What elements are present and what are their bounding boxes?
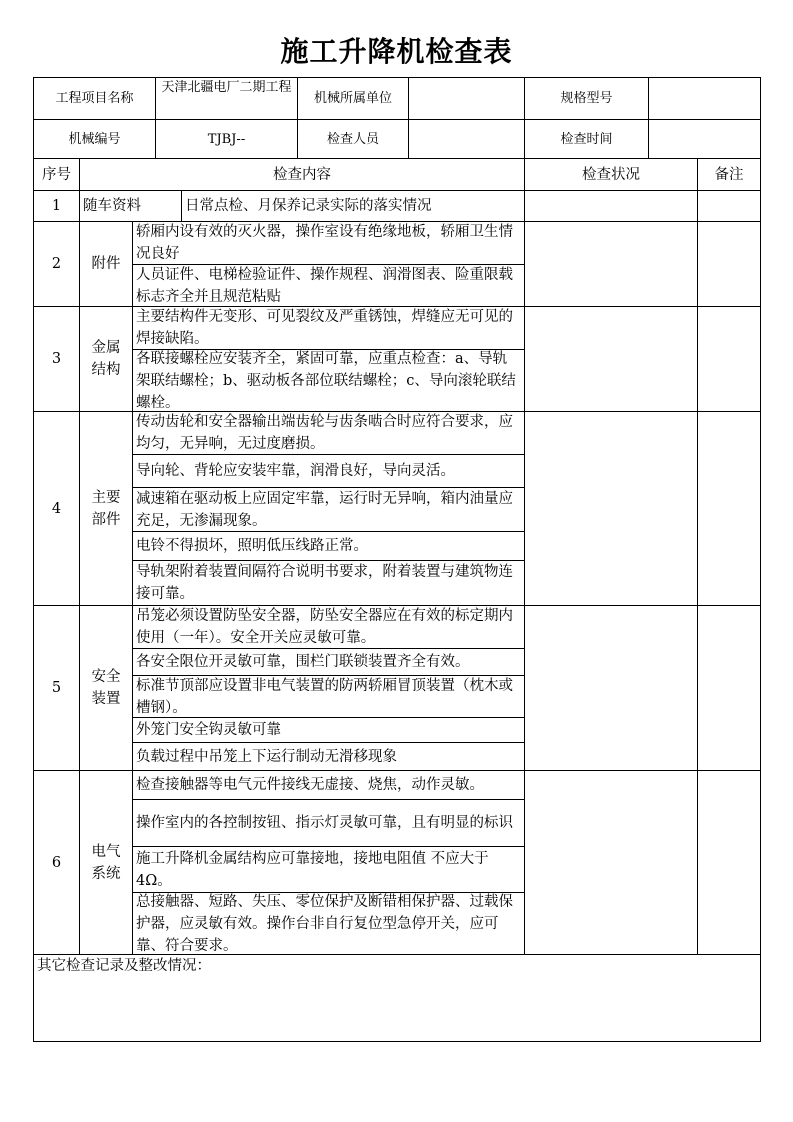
check-item (132, 892, 525, 955)
section-category-text: 主要部件 (91, 489, 121, 528)
owner-unit-label-text: 机械所属单位 (313, 91, 392, 106)
check-item-text: 电铃不得损坏，照明低压线路正常。 (136, 538, 368, 554)
check-item (132, 717, 525, 743)
check-item-text: 检查接触器等电气元件接线无虚接、烧焦，动作灵敏。 (136, 777, 484, 793)
section-no-text: 5 (51, 680, 62, 696)
section-no (33, 605, 80, 771)
other-records-area-text: 其它检查记录及整改情况： (37, 958, 211, 974)
inspector-value[interactable] (408, 119, 525, 159)
inspection-time-value[interactable] (648, 119, 761, 159)
status-cell[interactable] (524, 605, 698, 771)
header-remark (697, 158, 761, 191)
section-no-text: 4 (51, 500, 62, 517)
check-item (132, 306, 525, 350)
check-item (132, 675, 525, 718)
remark-cell[interactable] (697, 411, 761, 606)
header-content-text: 检查内容 (273, 166, 331, 183)
check-item (132, 411, 525, 455)
check-item-text: 导轨架附着装置间隔符合说明书要求，附着装置与建筑物连接可靠。 (136, 564, 513, 602)
check-item (132, 799, 525, 847)
section-category-text: 电气系统 (91, 843, 121, 882)
check-item (132, 770, 525, 800)
check-item-text: 导向轮、背轮应安装牢靠，润滑良好，导向灵活。 (136, 463, 455, 479)
section-no-text: 2 (51, 256, 62, 272)
section-no (33, 411, 80, 606)
check-item-text: 减速箱在驱动板上应固定牢靠，运行时无异响，箱内油量应充足，无渗漏现象。 (136, 490, 513, 529)
header-no-text: 序号 (42, 166, 71, 183)
project-name-value[interactable] (155, 77, 298, 120)
check-item-text: 人员证件、电梯检验证件、操作规程、润滑图表、险重限载标志齐全并且规范粘贴 (136, 266, 513, 305)
remark-cell[interactable] (697, 190, 761, 222)
check-item-text: 吊笼必须设置防坠安全器，防坠安全器应在有效的标定期内使用（一年）。安全开关应灵敏可靠。 (136, 608, 513, 646)
status-cell[interactable] (524, 221, 698, 307)
section-no-text: 3 (51, 351, 62, 367)
section-category (79, 306, 133, 412)
section-category (79, 770, 133, 955)
inspection-time-label-text: 检查时间 (560, 131, 613, 147)
header-content (79, 158, 525, 191)
remark-cell[interactable] (697, 605, 761, 771)
check-item-text: 各安全限位开灵敏可靠，围栏门联锁装置齐全有效。 (136, 654, 470, 670)
owner-unit-value[interactable] (408, 77, 525, 120)
section-no-text: 6 (51, 854, 62, 871)
check-item (132, 742, 525, 771)
section-no (33, 190, 80, 222)
check-item-text: 外笼门安全钩灵敏可靠 (136, 722, 281, 738)
remark-cell[interactable] (697, 770, 761, 955)
status-cell[interactable] (524, 411, 698, 606)
check-item-text: 操作室内的各控制按钮、指示灯灵敏可靠，且有明显的标识 (136, 815, 513, 831)
section-no-text: 1 (51, 198, 62, 214)
remark-cell[interactable] (697, 221, 761, 307)
check-item-text: 负载过程中吊笼上下运行制动无滑移现象 (136, 748, 397, 765)
check-item (132, 487, 525, 532)
model-value[interactable] (648, 77, 761, 120)
owner-unit-label (297, 77, 409, 120)
check-item (132, 605, 525, 649)
section-category (79, 605, 133, 771)
check-item-text: 轿厢内设有效的灭火器，操作室设有绝缘地板，轿厢卫生情况良好 (136, 224, 513, 262)
remark-cell[interactable] (697, 306, 761, 412)
model-label-text: 规格型号 (560, 91, 613, 106)
check-item-text: 施工升降机金属结构应可靠接地，接地电阻值 不应大于4Ω。 (136, 850, 489, 889)
header-status (524, 158, 698, 191)
section-category-text: 随车资料 (83, 198, 141, 214)
header-status-text: 检查状况 (582, 166, 640, 183)
status-cell[interactable] (524, 770, 698, 955)
other-records-area[interactable] (33, 954, 761, 1042)
status-cell[interactable] (524, 190, 698, 222)
project-name-value-text: 天津北疆电厂二期工程 (161, 80, 292, 95)
check-item (132, 221, 525, 265)
check-item-text: 总接触器、短路、失压、零位保护及断错相保护器、过载保护器，应灵敏有效。操作台非自行复位型急停开关，应可靠、符合要求。 (136, 893, 513, 954)
project-name-label (33, 77, 156, 120)
check-item (132, 264, 525, 307)
section-category-text: 金属结构 (91, 340, 121, 378)
section-no (33, 770, 80, 955)
check-item-text: 标准节顶部应设置非电气装置的防两轿厢冒顶装置（枕木或槽钢）。 (136, 677, 513, 716)
check-item (132, 648, 525, 676)
machine-no-label-text: 机械编号 (68, 131, 121, 147)
machine-no-value-text: TJBJ-- (207, 131, 246, 147)
section-category (79, 411, 133, 606)
section-no (33, 221, 80, 307)
machine-no-value[interactable] (155, 119, 298, 159)
check-item-text: 传动齿轮和安全器输出端齿轮与齿条啮合时应符合要求，应均匀，无异响，无过度磨损。 (136, 414, 513, 452)
check-item (132, 349, 525, 412)
section-category-text: 安全装置 (91, 669, 121, 707)
check-item-text: 日常点检、月保养记录实际的落实情况 (185, 198, 432, 214)
check-item-text: 主要结构件无变形、可见裂纹及严重锈蚀，焊缝应无可见的焊接缺陷。 (136, 309, 513, 347)
machine-no-label (33, 119, 156, 159)
page-title: 施工升降机检查表 (280, 35, 513, 68)
check-item-text: 各联接螺栓应安装齐全，紧固可靠，应重点检查：a、导轨架联结螺栓；b、驱动板各部位联结螺栓；c、导向滚轮联结螺栓。 (136, 350, 516, 411)
check-item (132, 560, 525, 606)
check-item (181, 190, 525, 222)
section-category (79, 190, 182, 222)
inspector-label (297, 119, 409, 159)
check-item (132, 846, 525, 893)
model-label (524, 77, 649, 120)
section-category-text: 附件 (91, 256, 121, 272)
section-no (33, 306, 80, 412)
inspector-label-text: 检查人员 (326, 131, 379, 147)
header-remark-text: 备注 (714, 166, 744, 183)
header-no (33, 158, 80, 191)
section-category (79, 221, 133, 307)
project-name-label-text: 工程项目名称 (55, 91, 134, 106)
check-item (132, 454, 525, 488)
inspection-time-label (524, 119, 649, 159)
status-cell[interactable] (524, 306, 698, 412)
check-item (132, 531, 525, 561)
